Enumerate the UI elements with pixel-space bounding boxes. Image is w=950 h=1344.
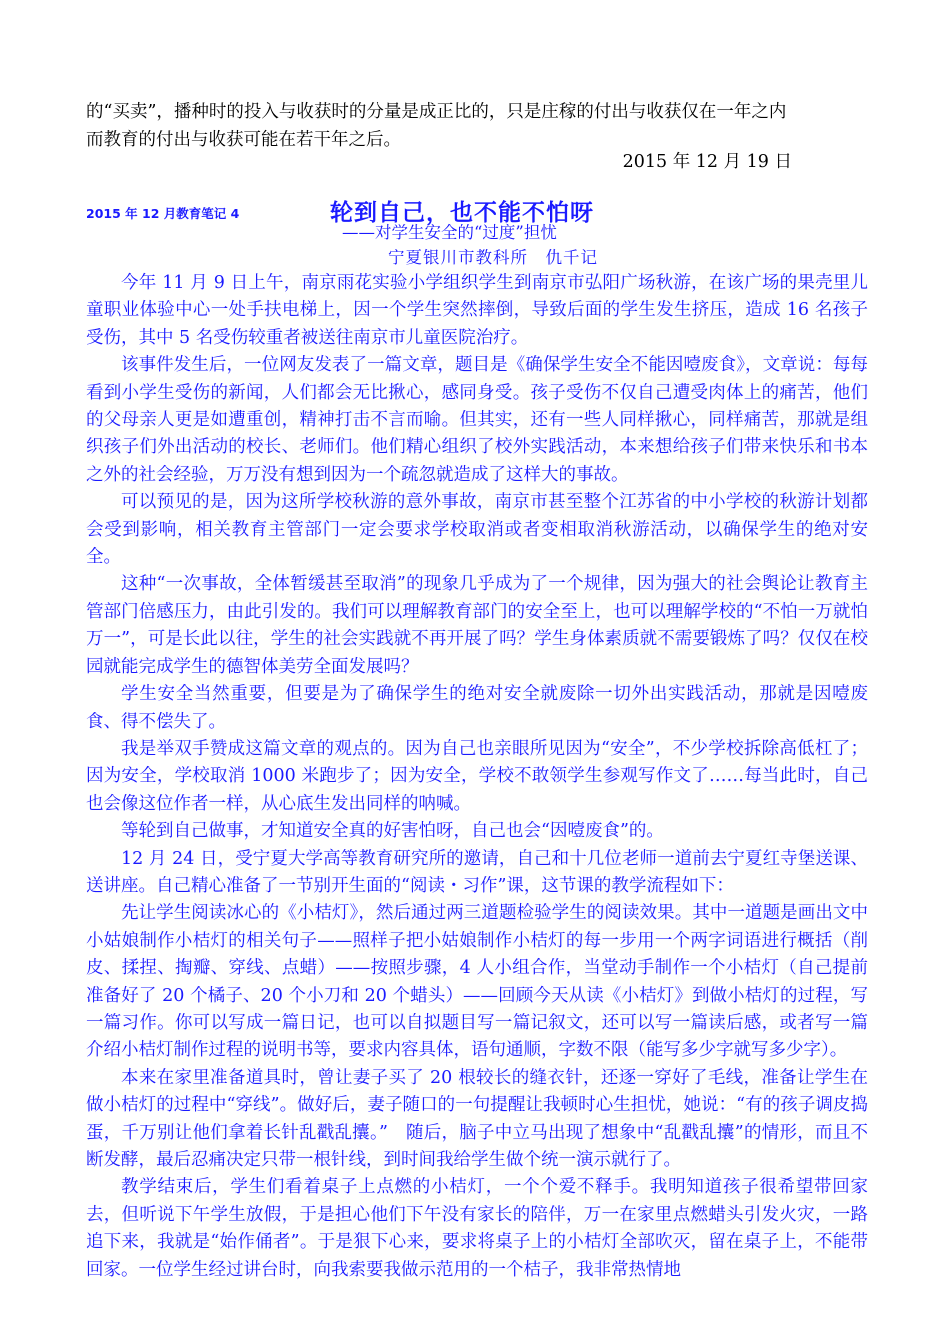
paragraph: 我是举双手赞成这篇文章的观点的。因为自己也亲眼所见因为“安全”，不少学校拆除高低杠了；因为安全，学校取消 1000 米跑步了；因为安全，学校不敢领学生参观写作文了……每当此时，自己也会像这位作者一样，从心底生发出同样的呐喊。 xyxy=(86,738,868,814)
paragraph: 该事件发生后，一位网友发表了一篇文章，题目是《确保学生安全不能因噎废食》，文章说：每每看到小学生受伤的新闻，人们都会无比揪心，感同身受。孩子受伤不仅自己遭受肉体上的痛苦，他们的父母亲人更是如遭重创，精神打击不言而喻。但其实，还有一些人同样揪心，同样痛苦，那就是组织孩子们外出活动的校长、老师们。他们精心组织了校外实践活动，本来想给孩子们带来快乐和书本之外的社会经验，万万没有想到因为一个疏忽就造成了这样大的事故。 xyxy=(86,355,868,485)
carryover-line-2: 而教育的付出与收获可能在若干年之后。 xyxy=(86,130,401,150)
article-body xyxy=(86,270,868,1284)
paragraph: 学生安全当然重要，但要是为了确保学生的绝对安全就废除一切外出实践活动，那就是因噎废食、得不偿失了。 xyxy=(86,684,868,732)
paragraph: 这种“一次事故，全体暂缓甚至取消”的现象几乎成为了一个规律，因为强大的社会舆论让教育主管部门倍感压力，由此引发的。我们可以理解教育部门的安全至上，也可以理解学校的“不怕一万就怕万一”，可是长此以往，学生的社会实践就不再开展了吗？学生身体素质就不需要锻炼了吗？仅仅在校园就能完成学生的德智体美劳全面发展吗？ xyxy=(86,574,868,677)
paragraph: 教学结束后，学生们看着桌子上点燃的小桔灯，一个个爱不释手。我明知道孩子很希望带回家去，但听说下午学生放假，于是担心他们下午没有家长的陪伴，万一在家里点燃蜡头引发火灾，一路追下来，我就是“始作俑者”。于是狠下心来，要求将桌子上的小桔灯全部吹灭，留在桌子上，不能带回家。一位学生经过讲台时，向我索要我做示范用的一个桔子，我非常热情地 xyxy=(86,1177,868,1280)
series-label: 2015 年 12 月教育笔记 4 xyxy=(86,206,240,221)
article-date: 2015 年 12 月 19 日 xyxy=(622,152,792,172)
paragraph: 等轮到自己做事，才知道安全真的好害怕呀，自己也会“因噎废食”的。 xyxy=(121,821,664,842)
paragraph: 今年 11 月 9 日上午，南京雨花实验小学组织学生到南京市弘阳广场秋游，在该广场的果壳里儿童职业体验中心一处手扶电梯上，因一个学生突然摔倒，导致后面的学生发生挤压，造成 16 名孩子受伤，其中 5 名受伤较重者被送往南京市儿童医院治疗。 xyxy=(86,273,868,348)
article-author: 宁夏银川市教科所 仇千记 xyxy=(388,248,598,267)
article-subtitle: ——对学生安全的“过度”担忧 xyxy=(342,223,557,242)
paragraph: 本来在家里准备道具时，曾让妻子买了 20 根较长的缝衣针，还逐一穿好了毛线，准备让学生在做小桔灯的过程中“穿线”。做好后，妻子随口的一句提醒让我顿时心生担忧，她说：“有的孩子调皮捣蛋，千万别让他们拿着长针乱戳乱攮。” 随后，脑子中立马出现了想象中“乱戳乱攮”的情形，而且不断发酵，最后忍痛决定只带一根针线，到时间我给学生做个统一演示就行了。 xyxy=(86,1067,868,1170)
paragraph: 先让学生阅读冰心的《小桔灯》，然后通过两三道题检验学生的阅读效果。其中一道题是画出文中小姑娘制作小桔灯的相关句子——照样子把小姑娘制作小桔灯的每一步用一个两字词语进行概括（削皮、揉捏、掏瓣、穿线、点蜡）——按照步骤，4 人小组合作，当堂动手制作一个小桔灯（自己提前准备好了 20 个橘子、20 个小刀和 20 个蜡头）——回顾今天从读《小桔灯》到做小桔灯的过程，写一篇习作。你可以写成一篇日记，也可以自拟题目写一篇记叙文，还可以写一篇读后感，或者写一篇介绍小桔灯制作过程的说明书等，要求内容具体，语句通顺，字数不限（能写多少字就写多少字）。 xyxy=(86,903,868,1061)
paragraph: 12 月 24 日，受宁夏大学高等教育研究所的邀请，自己和十几位老师一道前去宁夏红寺堡送课、送讲座。自己精心准备了一节别开生面的“阅读・习作”课，这节课的教学流程如下： xyxy=(86,848,868,896)
carryover-line-1: 的“买卖”，播种时的投入与收获时的分量是成正比的，只是庄稼的付出与收获仅在一年之内 xyxy=(86,102,787,122)
paragraph: 可以预见的是，因为这所学校秋游的意外事故，南京市甚至整个江苏省的中小学校的秋游计划都会受到影响，相关教育主管部门一定会要求学校取消或者变相取消秋游活动，以确保学生的绝对安全。 xyxy=(86,492,868,568)
previous-article-ending xyxy=(86,98,868,154)
article-title: 轮到自己，也不能不怕呀 xyxy=(330,200,594,226)
